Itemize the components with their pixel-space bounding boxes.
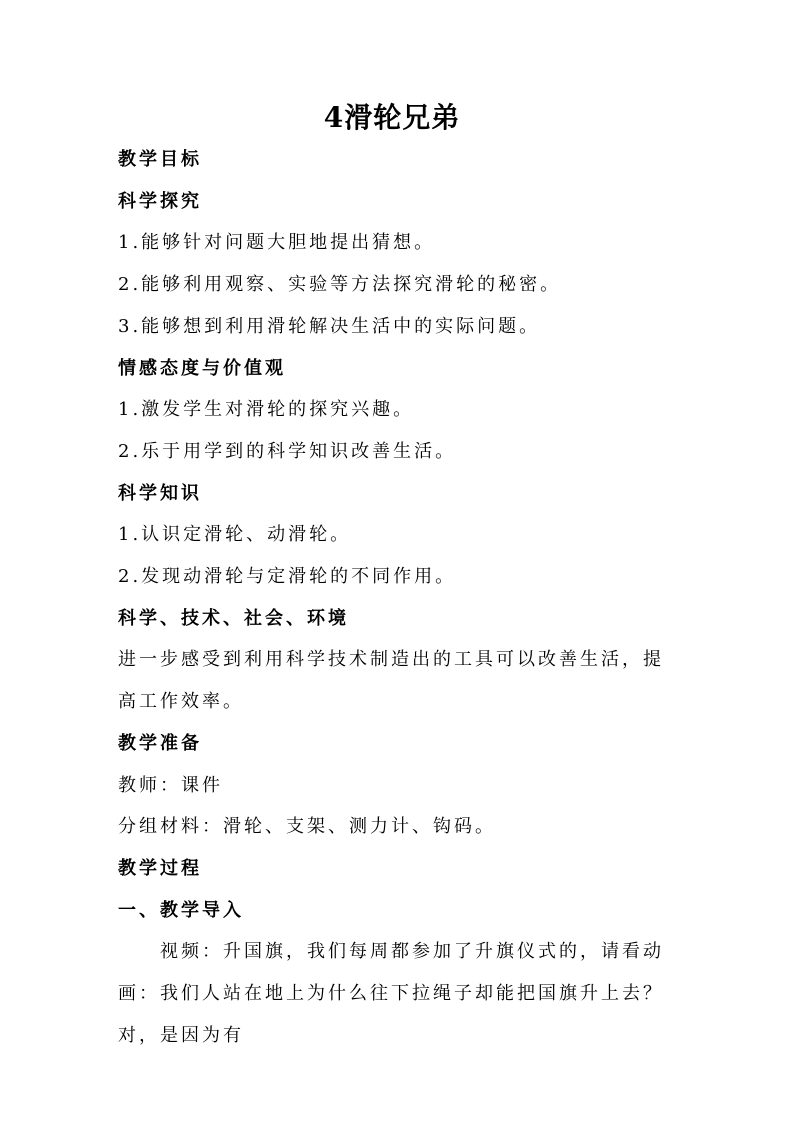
- heading-prep: 教学准备: [118, 732, 202, 754]
- list-item: 教师：课件: [118, 774, 223, 796]
- document-title: 4滑轮兄弟: [323, 101, 461, 134]
- heading-intro: 一、教学导入: [118, 899, 244, 921]
- paragraph-intro: 视频：升国旗，我们每周都参加了升旗仪式的，请看动画：我们人站在地上为什么往下拉绳子却能把国旗升上去？对，是因为有: [118, 941, 664, 1046]
- list-item: 1.激发学生对滑轮的探究兴趣。: [118, 399, 415, 421]
- list-item: 1.认识定滑轮、动滑轮。: [118, 524, 352, 546]
- list-item: 2.能够利用观察、实验等方法探究滑轮的秘密。: [118, 274, 562, 296]
- heading-inquiry: 科学探究: [118, 190, 202, 212]
- list-item: 2.发现动滑轮与定滑轮的不同作用。: [118, 566, 457, 588]
- document-page: [118, 97, 668, 1056]
- heading-stse: 科学、技术、社会、环境: [118, 607, 349, 629]
- heading-process: 教学过程: [118, 857, 202, 879]
- heading-goals: 教学目标: [118, 149, 202, 170]
- list-item: 分组材料：滑轮、支架、测力计、钩码。: [118, 816, 496, 838]
- list-item: 3.能够想到利用滑轮解决生活中的实际问题。: [118, 315, 541, 337]
- list-item: 1.能够针对问题大胆地提出猜想。: [118, 232, 436, 254]
- list-item: 2.乐于用学到的科学知识改善生活。: [118, 440, 457, 462]
- paragraph-stse: 进一步感受到利用科学技术制造出的工具可以改善生活，提高工作效率。: [118, 649, 664, 713]
- heading-knowledge: 科学知识: [118, 482, 202, 504]
- heading-attitude: 情感态度与价值观: [118, 357, 286, 379]
